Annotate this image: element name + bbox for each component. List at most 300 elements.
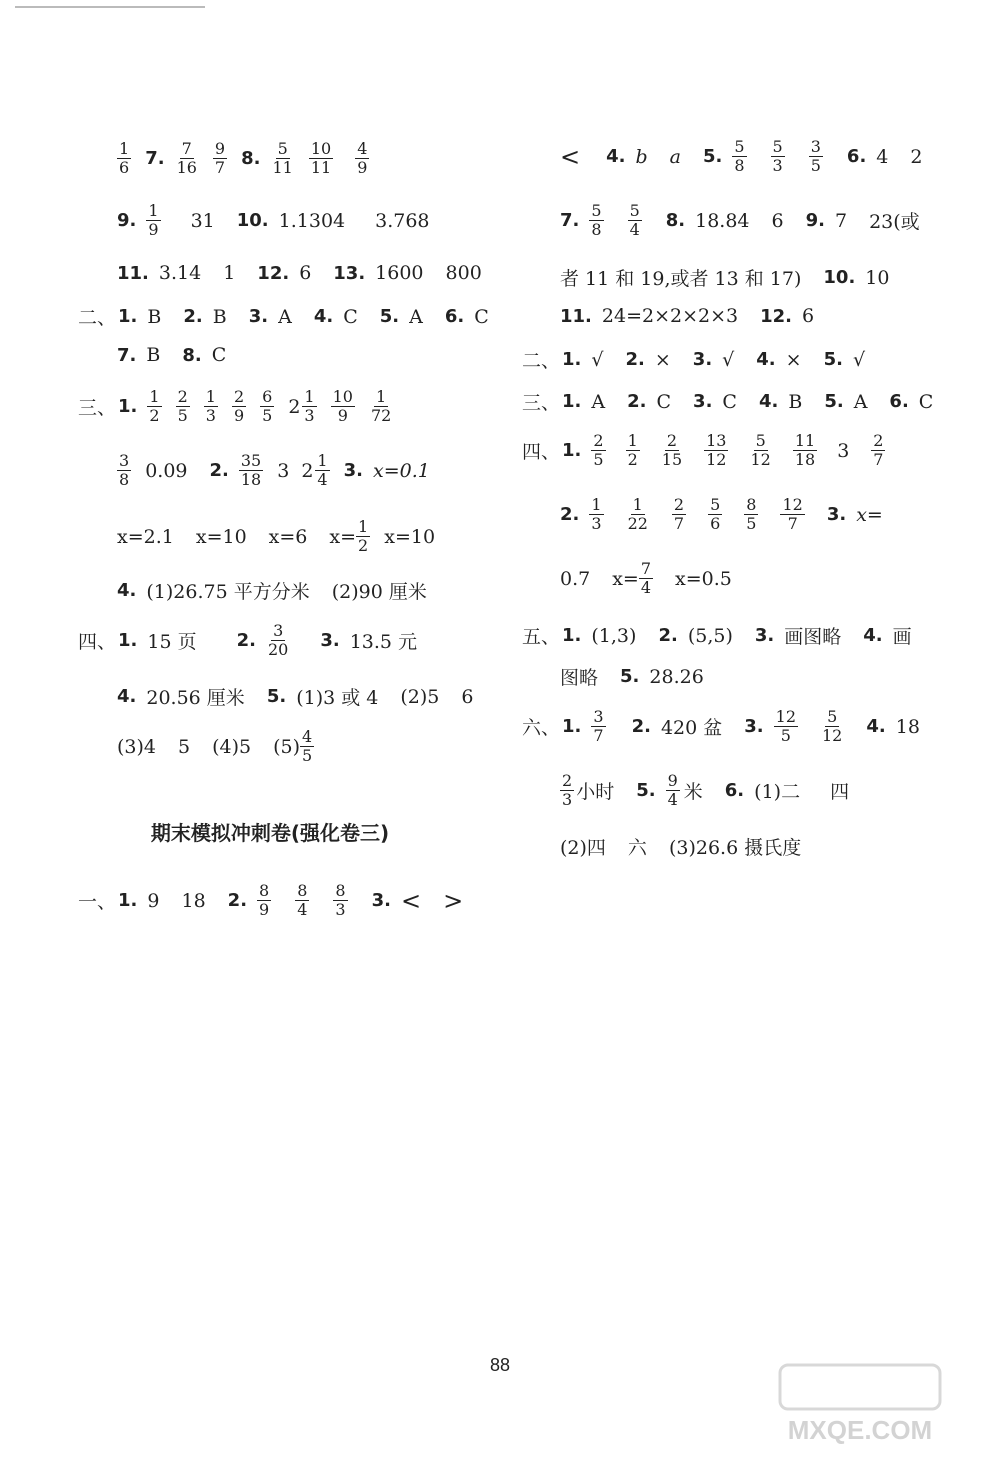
mixed-number-whole: 2 <box>288 395 301 418</box>
fraction <box>175 140 199 177</box>
answer-text: 四 <box>830 781 850 803</box>
numerator: 1 <box>317 451 328 470</box>
answer-text: 1600 <box>375 262 424 284</box>
question-number: 4. <box>863 625 883 646</box>
denominator: 11 <box>272 158 293 177</box>
answer-text: 28.26 <box>649 665 704 688</box>
fraction <box>708 496 722 533</box>
question-number: 2. <box>627 391 647 412</box>
answer-text: 2 <box>910 145 923 168</box>
fraction <box>232 388 246 425</box>
denominator: 15 <box>661 450 683 469</box>
answer-line <box>78 882 485 919</box>
fraction <box>704 432 728 469</box>
answer-line <box>117 683 495 710</box>
denominator: 5 <box>262 406 273 425</box>
denominator: 11 <box>310 158 332 177</box>
answer-text: < <box>400 886 422 915</box>
answer-line <box>522 432 899 469</box>
answer-text: 18 <box>181 889 206 912</box>
denominator: 3 <box>304 406 315 425</box>
denominator: 12 <box>750 450 771 469</box>
question-number: 3. <box>320 630 340 651</box>
fraction <box>666 772 680 809</box>
fraction <box>589 202 603 239</box>
answer-text: > <box>443 886 464 915</box>
answer-text: 4 <box>876 145 889 168</box>
answer-text: 小时 <box>576 781 615 803</box>
fraction <box>591 432 605 469</box>
question-number: 7. <box>560 210 580 231</box>
numerator: 7 <box>181 139 192 158</box>
answer-text: A <box>409 305 423 328</box>
answer-line <box>117 140 383 177</box>
question-number: 3. <box>693 391 713 412</box>
question-number: 4. <box>117 686 137 707</box>
section-label: 三、 <box>522 392 561 414</box>
numerator: 8 <box>335 881 346 900</box>
page-edge-mark <box>15 6 205 8</box>
fraction <box>204 388 218 425</box>
denominator: 6 <box>119 158 130 177</box>
mixed-number-whole: 2 <box>301 459 314 482</box>
numerator: 1 <box>376 387 387 406</box>
numerator: 5 <box>277 139 288 158</box>
denominator: 2 <box>358 536 369 555</box>
page-number: 88 <box>489 1355 511 1375</box>
fraction <box>239 452 263 489</box>
answer-text: 20.56 厘米 <box>146 687 245 709</box>
fraction <box>333 882 347 919</box>
answer-text: B <box>147 305 162 328</box>
denominator: 5 <box>810 156 821 175</box>
question-number: 6. <box>889 391 909 412</box>
answer-text: 9 <box>147 889 160 912</box>
answer-line <box>560 833 823 860</box>
answer-text: (5) <box>273 735 301 758</box>
denominator: 9 <box>357 158 368 177</box>
fraction <box>744 496 758 533</box>
denominator: 3 <box>591 514 602 533</box>
answer-text: √ <box>852 348 866 371</box>
denominator: 8 <box>119 470 130 489</box>
fraction <box>117 140 131 177</box>
answer-text: x= <box>329 525 357 548</box>
answer-text: (2)5 <box>400 685 440 708</box>
question-number: 4. <box>866 716 886 737</box>
answer-text: (1)二 <box>754 781 801 803</box>
section-label: 四、 <box>522 441 561 463</box>
question-number: 9. <box>117 210 137 231</box>
answer-text: x=0.5 <box>675 567 732 590</box>
denominator: 7 <box>873 450 884 469</box>
answer-text: 3 <box>277 459 290 482</box>
answer-text: 者 11 和 19,或者 13 和 17) <box>560 268 802 290</box>
answer-line <box>117 262 504 284</box>
denominator: 3 <box>562 790 573 809</box>
answer-line <box>522 708 942 745</box>
numerator: 2 <box>873 431 884 450</box>
fraction <box>146 202 160 239</box>
answer-line <box>117 202 452 239</box>
denominator: 20 <box>267 640 289 659</box>
fraction <box>771 138 785 175</box>
question-number: 6. <box>724 780 745 801</box>
question-number: 4. <box>313 306 334 327</box>
numerator: 1 <box>358 517 369 536</box>
denominator: 18 <box>240 470 262 489</box>
answer-text: C <box>343 305 358 328</box>
answer-text: √ <box>591 348 604 371</box>
answer-text: x= <box>612 567 639 590</box>
numerator: 7 <box>640 559 652 578</box>
answer-text: B <box>788 390 803 413</box>
denominator: 5 <box>177 406 188 425</box>
question-number: 6. <box>444 306 465 327</box>
denominator: 12 <box>822 726 843 745</box>
numerator: 5 <box>755 431 766 450</box>
numerator: 1 <box>627 431 638 450</box>
question-number: 3. <box>826 504 847 525</box>
fraction <box>147 388 161 425</box>
fraction <box>748 432 772 469</box>
answer-text: 1.1304 <box>278 209 346 232</box>
question-number: 3. <box>371 890 391 911</box>
denominator: 4 <box>297 900 308 919</box>
fraction <box>820 708 844 745</box>
denominator: 5 <box>302 746 313 765</box>
numerator: 35 <box>240 451 262 470</box>
answer-text: 1 <box>223 262 236 284</box>
numerator: 1 <box>148 201 159 220</box>
fraction <box>260 388 274 425</box>
answer-line <box>78 303 511 330</box>
question-number: 1. <box>562 716 582 737</box>
fraction <box>176 388 190 425</box>
answer-text: 6 <box>299 262 312 284</box>
question-number: 2. <box>625 349 645 370</box>
question-number: 5. <box>379 306 400 327</box>
numerator: 5 <box>827 707 838 726</box>
numerator: 9 <box>667 771 678 790</box>
question-number: 2. <box>658 625 678 646</box>
answer-text: (3)26.6 摄氏度 <box>668 837 802 859</box>
answer-text: 6 <box>461 685 474 708</box>
answer-line <box>522 622 912 649</box>
question-number: 11. <box>560 305 592 327</box>
answer-text: × <box>654 348 671 371</box>
numerator: 2 <box>593 431 604 450</box>
numerator: 5 <box>734 137 745 156</box>
answer-text: b <box>635 145 648 168</box>
section-label: 三、 <box>78 397 117 419</box>
denominator: 9 <box>337 406 348 425</box>
answer-line <box>117 728 328 765</box>
fraction <box>355 140 369 177</box>
answer-text: 18.84 <box>695 209 750 232</box>
numerator: 4 <box>302 727 313 746</box>
question-number: 1. <box>118 396 138 417</box>
section-label: 四、 <box>78 631 117 653</box>
fraction <box>793 432 817 469</box>
answer-text: 0.09 <box>145 459 188 482</box>
numerator: 5 <box>772 137 783 156</box>
answer-text: 420 盆 <box>660 717 723 739</box>
answer-text: C <box>656 390 672 413</box>
answer-line <box>560 496 883 533</box>
question-number: 10. <box>823 267 856 288</box>
answer-text: C <box>918 390 934 413</box>
denominator: 7 <box>673 514 685 533</box>
denominator: 4 <box>629 220 640 239</box>
answer-text: × <box>785 348 802 371</box>
answer-text: C <box>474 305 489 328</box>
numerator: 5 <box>591 201 602 220</box>
answer-text: A <box>853 390 868 413</box>
denominator: 9 <box>259 900 270 919</box>
numerator: 5 <box>710 495 721 514</box>
answer-text: B <box>212 305 227 328</box>
question-number: 1. <box>562 391 582 412</box>
answer-text: C <box>211 344 227 366</box>
question-number: 2. <box>209 460 229 481</box>
section-heading: 期末模拟冲刺卷(强化卷三) <box>150 821 390 845</box>
fraction <box>331 388 355 425</box>
numerator: 1 <box>591 495 602 514</box>
answer-text: (3)4 <box>117 735 157 758</box>
question-number: 1. <box>118 630 138 651</box>
fraction <box>369 388 393 425</box>
denominator: 4 <box>640 578 652 597</box>
numerator: 1 <box>205 387 216 406</box>
answer-text: 3.768 <box>375 209 430 232</box>
numerator: 2 <box>562 771 573 790</box>
answer-text: < <box>560 142 581 171</box>
answer-text: C <box>722 390 737 413</box>
fraction <box>356 518 370 555</box>
fraction <box>628 202 642 239</box>
watermark-logo <box>760 1359 960 1449</box>
question-number: 4. <box>756 349 776 370</box>
answer-text: (1,3) <box>591 624 637 647</box>
denominator: 7 <box>787 514 798 533</box>
answer-text: (2)四 <box>560 837 606 859</box>
fraction <box>257 882 271 919</box>
question-number: 1. <box>118 890 138 911</box>
question-number: 9. <box>805 210 825 231</box>
question-number: 3. <box>744 716 764 737</box>
answer-text: (1)3 或 4 <box>296 687 379 709</box>
answer-text: a <box>669 145 681 168</box>
question-number: 3. <box>343 460 363 481</box>
fraction <box>589 496 603 533</box>
numerator: 11 <box>794 431 816 450</box>
denominator: 2 <box>149 406 160 425</box>
numerator: 1 <box>632 495 643 514</box>
answer-text: B <box>146 344 161 366</box>
answer-line <box>117 518 457 555</box>
answer-line <box>560 264 911 291</box>
numerator: 3 <box>593 707 604 726</box>
question-number: 12. <box>760 305 792 327</box>
answer-text: (2)90 厘米 <box>331 581 427 603</box>
fraction <box>300 728 314 765</box>
answer-text: x=0.1 <box>372 459 430 482</box>
fraction <box>117 452 131 489</box>
answer-text: 画图略 <box>784 626 842 648</box>
fraction <box>626 496 650 533</box>
question-number: 13. <box>333 262 366 284</box>
denominator: 3 <box>335 900 346 919</box>
answer-text: 15 页 <box>147 631 197 653</box>
question-number: 10. <box>236 210 269 231</box>
question-number: 1. <box>562 625 582 646</box>
question-number: 5. <box>266 686 287 707</box>
answer-line <box>560 560 754 597</box>
answer-text: 5 <box>178 735 191 758</box>
answer-line <box>117 344 248 366</box>
fraction <box>315 452 329 489</box>
fraction <box>266 622 290 659</box>
numerator: 2 <box>233 387 245 406</box>
fraction <box>774 708 798 745</box>
answer-line <box>522 346 887 373</box>
answer-text: 31 <box>190 209 215 232</box>
answer-line <box>560 202 920 239</box>
answer-text: 3 <box>837 439 850 462</box>
answer-line <box>560 305 836 327</box>
fraction <box>732 138 746 175</box>
denominator: 18 <box>794 450 816 469</box>
question-number: 6. <box>846 146 867 167</box>
section-label: 二、 <box>78 307 117 329</box>
fraction <box>871 432 885 469</box>
question-number: 3. <box>692 349 713 370</box>
question-number: 5. <box>702 146 723 167</box>
numerator: 8 <box>746 495 757 514</box>
question-number: 5. <box>620 666 640 687</box>
answer-text: 3.14 <box>158 262 202 284</box>
denominator: 12 <box>706 450 727 469</box>
fraction <box>213 140 227 177</box>
answer-line <box>560 772 871 809</box>
denominator: 7 <box>593 726 604 745</box>
fraction <box>295 882 309 919</box>
answer-text: x= <box>856 503 883 526</box>
answer-line <box>560 138 944 175</box>
answer-text: 10 <box>865 266 890 289</box>
denominator: 5 <box>593 450 604 469</box>
denominator: 3 <box>772 156 783 175</box>
answer-text: (5,5) <box>687 624 733 647</box>
answer-text: 18 <box>895 715 920 738</box>
numerator: 3 <box>273 621 284 640</box>
numerator: 6 <box>262 387 273 406</box>
watermark-text: MXQE.COM <box>787 1415 933 1445</box>
denominator: 9 <box>233 406 245 425</box>
fraction <box>672 496 686 533</box>
denominator: 22 <box>627 514 648 533</box>
denominator: 16 <box>176 158 197 177</box>
fraction <box>560 772 574 809</box>
question-number: 2. <box>227 890 248 911</box>
question-number: 4. <box>117 580 137 601</box>
numerator: 1 <box>119 139 130 158</box>
answer-text: x=6 <box>268 525 308 548</box>
denominator: 5 <box>780 726 791 745</box>
numerator: 13 <box>706 431 727 450</box>
answer-text: A <box>591 390 606 413</box>
fraction <box>626 432 640 469</box>
answer-text: 米 <box>683 781 703 803</box>
denominator: 6 <box>710 514 721 533</box>
numerator: 2 <box>673 495 685 514</box>
question-number: 8. <box>182 344 202 366</box>
numerator: 3 <box>119 451 130 470</box>
numerator: 10 <box>332 387 353 406</box>
answer-text: 六 <box>627 837 647 859</box>
fraction <box>780 496 804 533</box>
numerator: 12 <box>782 495 803 514</box>
fraction <box>809 138 823 175</box>
answer-text: 800 <box>445 262 482 284</box>
answer-text: 13.5 元 <box>349 631 418 653</box>
answer-line <box>78 622 439 659</box>
answer-line <box>560 663 726 690</box>
answer-line <box>78 388 407 425</box>
denominator: 4 <box>667 790 678 809</box>
answer-line <box>117 577 449 604</box>
denominator: 7 <box>214 158 226 177</box>
question-number: 11. <box>117 262 149 284</box>
denominator: 8 <box>734 156 745 175</box>
question-number: 2. <box>183 306 203 327</box>
answer-text: 0.7 <box>560 567 591 590</box>
question-number: 5. <box>823 349 843 370</box>
numerator: 2 <box>666 431 678 450</box>
question-number: 2. <box>631 716 651 737</box>
numerator: 10 <box>310 139 332 158</box>
numerator: 3 <box>810 137 821 156</box>
answer-text: 画 <box>892 626 912 648</box>
answer-text: x=10 <box>195 525 247 548</box>
question-number: 5. <box>636 780 656 801</box>
numerator: 2 <box>177 387 188 406</box>
question-number: 12. <box>257 262 290 284</box>
question-number: 1. <box>562 440 582 461</box>
numerator: 12 <box>775 707 796 726</box>
fraction <box>660 432 684 469</box>
numerator: 1 <box>149 387 160 406</box>
question-number: 2. <box>560 504 580 525</box>
question-number: 3. <box>248 306 269 327</box>
answer-line <box>117 452 452 489</box>
question-number: 8. <box>665 210 686 231</box>
numerator: 5 <box>629 201 640 220</box>
answer-text: A <box>278 305 292 328</box>
answer-text: 6 <box>802 305 815 327</box>
question-number: 2. <box>236 630 256 651</box>
question-number: 8. <box>241 148 261 169</box>
fraction <box>302 388 316 425</box>
section-label: 二、 <box>522 350 561 372</box>
question-number: 3. <box>754 625 775 646</box>
denominator: 4 <box>317 470 328 489</box>
denominator: 5 <box>746 514 757 533</box>
answer-text: 23(或 <box>869 211 920 233</box>
fraction <box>639 560 653 597</box>
answer-text: √ <box>722 348 735 371</box>
